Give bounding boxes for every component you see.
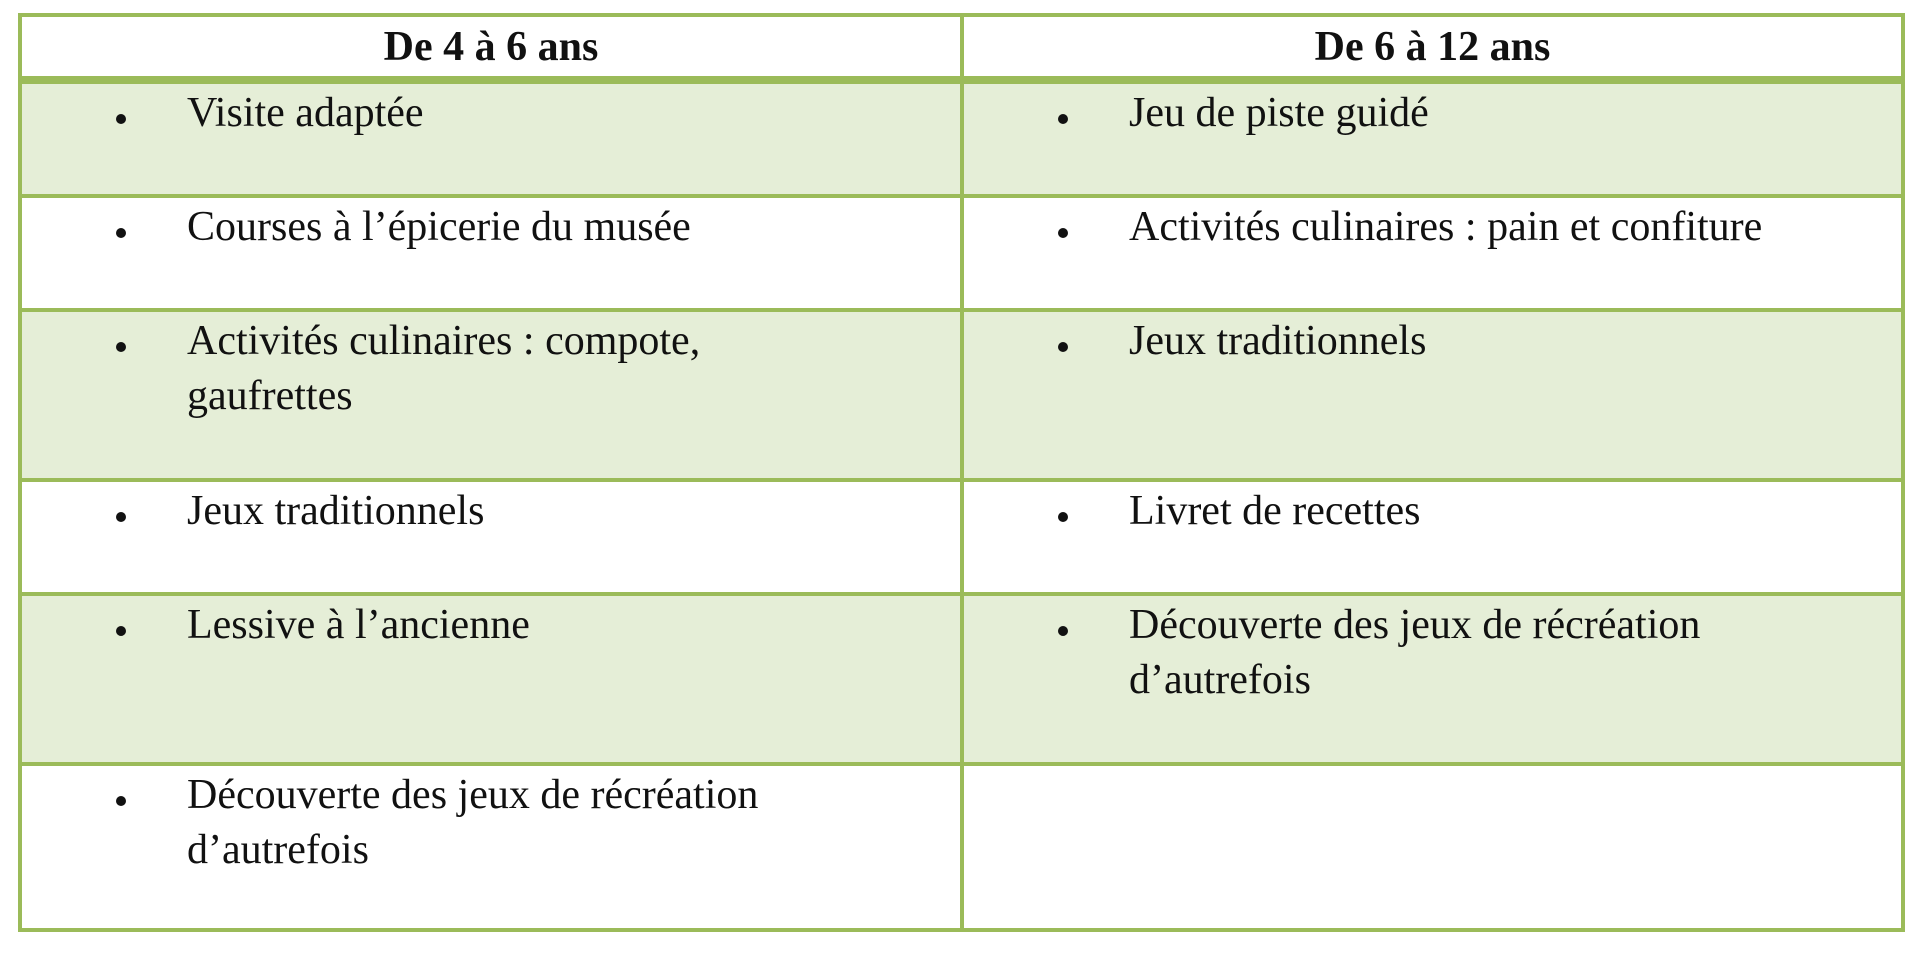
activities-table bbox=[18, 13, 1905, 932]
activity-label: Jeux traditionnels bbox=[1129, 318, 1427, 364]
bullet-icon bbox=[116, 228, 126, 238]
table-cell bbox=[962, 80, 1903, 196]
table-cell bbox=[962, 480, 1903, 594]
activity-label: Découverte des jeux de récréation d’autrefois bbox=[187, 772, 759, 873]
bullet-icon bbox=[1058, 228, 1068, 238]
bullet-icon bbox=[116, 512, 126, 522]
table-cell bbox=[962, 196, 1903, 310]
table-cell bbox=[962, 594, 1903, 764]
activity-label: Activités culinaires : compote, gaufrettes bbox=[187, 318, 701, 419]
table-cell bbox=[20, 480, 962, 594]
bullet-icon bbox=[1058, 512, 1068, 522]
activity-label: Découverte des jeux de récréation d’autrefois bbox=[1129, 602, 1701, 703]
table-cell bbox=[20, 594, 962, 764]
bullet-icon bbox=[1058, 342, 1068, 352]
bullet-icon bbox=[1058, 114, 1068, 124]
table-cell bbox=[20, 80, 962, 196]
table-row bbox=[20, 80, 1903, 196]
table-row bbox=[20, 310, 1903, 480]
empty-cell bbox=[962, 764, 1903, 930]
activity-label: Jeux traditionnels bbox=[187, 488, 485, 534]
activity-label: Lessive à l’ancienne bbox=[187, 602, 530, 648]
table-row bbox=[20, 764, 1903, 930]
table-row bbox=[20, 480, 1903, 594]
activity-label: Courses à l’épicerie du musée bbox=[187, 204, 691, 250]
bullet-icon bbox=[116, 342, 126, 352]
bullet-icon bbox=[1058, 626, 1068, 636]
table-cell bbox=[20, 310, 962, 480]
header-age-4-6: De 4 à 6 ans bbox=[20, 15, 962, 80]
table-cell bbox=[20, 196, 962, 310]
table-row bbox=[20, 594, 1903, 764]
table-cell bbox=[20, 764, 962, 930]
table-row bbox=[20, 196, 1903, 310]
activity-label: Activités culinaires : pain et confiture bbox=[1129, 204, 1763, 250]
bullet-icon bbox=[116, 796, 126, 806]
header-age-6-12: De 6 à 12 ans bbox=[962, 15, 1903, 80]
bullet-icon bbox=[116, 626, 126, 636]
activity-label: Livret de recettes bbox=[1129, 488, 1421, 534]
header-row bbox=[20, 15, 1903, 80]
bullet-icon bbox=[116, 114, 126, 124]
table-cell bbox=[962, 310, 1903, 480]
activity-label: Visite adaptée bbox=[187, 90, 424, 136]
activity-label: Jeu de piste guidé bbox=[1129, 90, 1429, 136]
